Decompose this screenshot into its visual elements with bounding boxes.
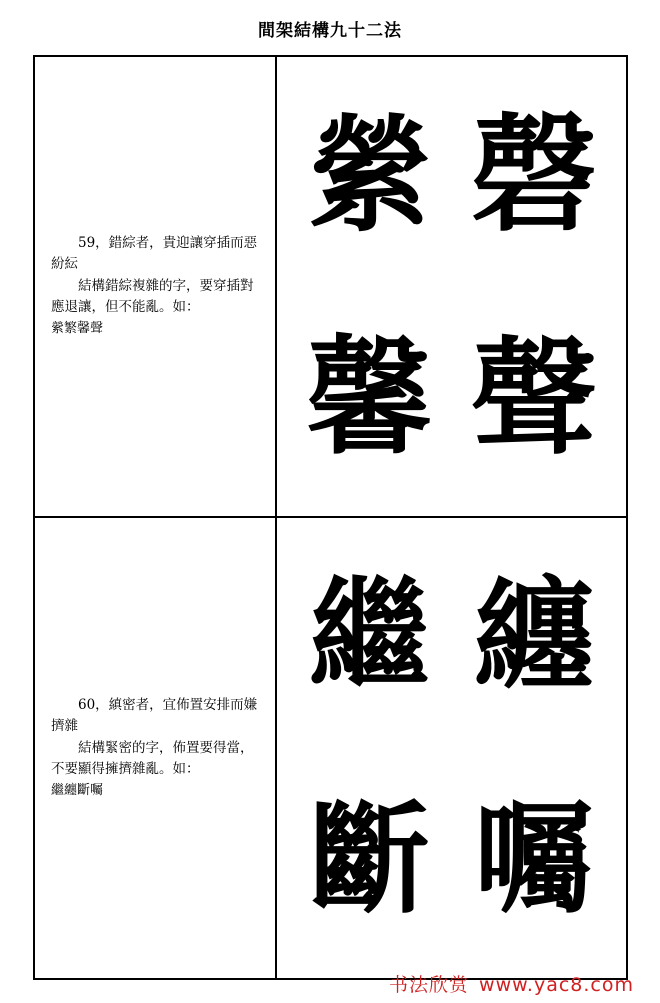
glyph-character: 馨 xyxy=(306,323,433,472)
glyph-character: 斷 xyxy=(309,788,430,930)
entry-rule-60: 60，縝密者，宜佈置安排而嫌擠雜 xyxy=(51,696,258,734)
watermark xyxy=(389,970,634,997)
page-title: 間架結構九十二法 xyxy=(258,21,402,41)
entry-glyph-cell-60 xyxy=(277,518,626,979)
entry-explain-59: 結構錯綜複雜的字，要穿插對應退讓，但不能亂。如： xyxy=(51,278,254,316)
glyph-character: 縈 xyxy=(306,100,433,249)
entry-examples-60: 繼纏斷囑 xyxy=(51,782,104,798)
glyph-character: 磬 xyxy=(470,100,597,249)
glyph-character: 繼 xyxy=(309,564,430,706)
watermark-url: www.yac8.com xyxy=(479,974,634,996)
table-row xyxy=(35,57,626,518)
entry-explain-60: 結構緊密的字，佈置要得當，不要顯得擁擠雜亂。如： xyxy=(51,739,254,777)
entry-rule-59: 59，錯綜者，貴迎讓穿插而惡紛紜 xyxy=(51,235,258,273)
glyph-character: 纏 xyxy=(473,564,594,706)
entry-text-cell-60 xyxy=(35,518,277,979)
entry-glyph-cell-59 xyxy=(277,57,626,516)
entry-examples-59: 縈繁馨聲 xyxy=(51,321,104,337)
table-row xyxy=(35,518,626,979)
watermark-text: 书法欣赏 xyxy=(389,974,470,996)
content-table xyxy=(33,55,628,980)
entry-text-cell-59 xyxy=(35,57,277,516)
glyph-character: 聲 xyxy=(470,323,597,472)
glyph-character: 囑 xyxy=(473,788,594,930)
